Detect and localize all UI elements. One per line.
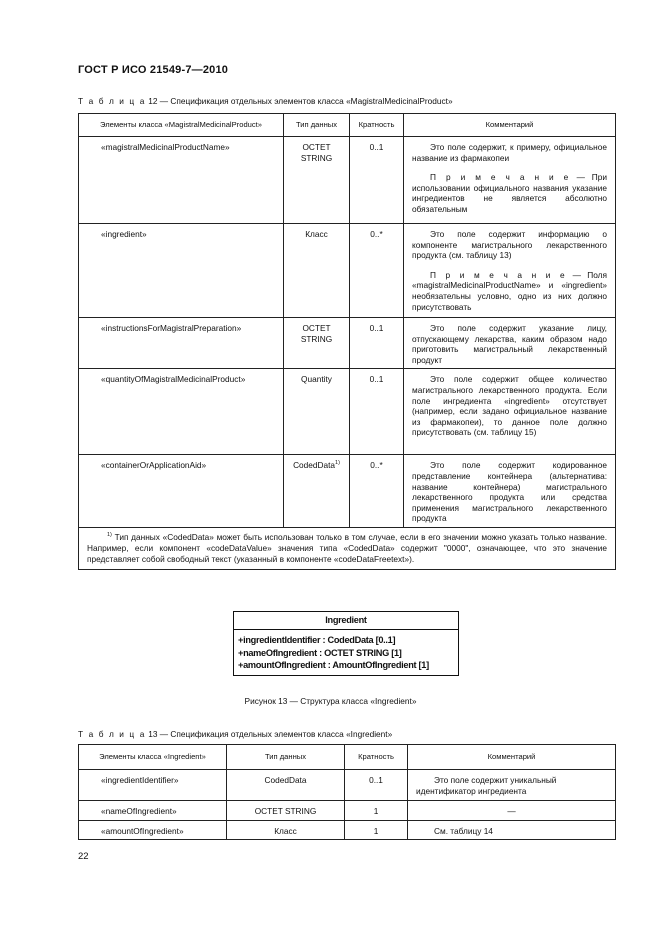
table-12 — [78, 113, 616, 570]
table-row — [79, 770, 616, 801]
table-13-col-comment: Комментарий — [408, 745, 616, 770]
uml-class-ingredient — [233, 611, 459, 676]
element-name: «containerOrApplicationAid» — [79, 455, 284, 528]
table-12-caption-text: 12 — Спецификация отдельных элементов класса «MagistralMedicinalProduct» — [148, 96, 453, 106]
element-name: «nameOfIngredient» — [79, 801, 227, 821]
multiplicity: 0..* — [350, 455, 404, 528]
comment-text: Это поле содержит уникальный идентификатор ингредиента — [416, 775, 557, 796]
uml-attribute: +ingredientIdentifier : CodedData [0..1] — [238, 635, 396, 645]
uml-attribute: +amountOfIngredient : AmountOfIngredient [1] — [238, 660, 429, 670]
data-type-text: CodedData — [293, 460, 336, 471]
comment-text: Это поле содержит, к примеру, официальное название из фармакопеи — [412, 142, 607, 163]
figure-13-caption: Рисунок 13 — Структура класса «Ingredient» — [244, 696, 417, 706]
comment-text: Это поле содержит информацию о компоненте магистрального лекарственного продукта (см. таблицу 13) — [412, 229, 607, 261]
table-12-col-comment: Комментарий — [404, 114, 616, 137]
table-12-col-element: Элементы класса «MagistralMedicinalProduct» — [79, 114, 284, 137]
comment — [404, 369, 616, 455]
table-row — [79, 369, 616, 455]
data-type: OCTET STRING — [227, 801, 345, 821]
note-text: — При использовании официального названия указание ингредиентов не является абсолютно обязательным — [412, 172, 607, 214]
table-12-caption — [78, 96, 453, 106]
comment — [404, 224, 616, 318]
data-type: CodedData — [227, 770, 345, 801]
table-12-footnote-row — [79, 528, 616, 570]
multiplicity: 0..* — [350, 224, 404, 318]
table-13-col-mult: Кратность — [345, 745, 408, 770]
comment-text: См. таблицу 14 — [434, 825, 493, 836]
table-13-col-type: Тип данных — [227, 745, 345, 770]
document-header: ГОСТ Р ИСО 21549-7—2010 — [78, 64, 229, 76]
table-row — [79, 455, 616, 528]
multiplicity: 1 — [345, 820, 408, 840]
table-13-header-row — [79, 745, 616, 770]
table-row — [79, 137, 616, 224]
table-12-col-type: Тип данных — [284, 114, 350, 137]
table-12-caption-label: Т а б л и ц а — [78, 96, 146, 106]
comment-text: Это поле содержит указание лицу, отпускающему лекарства, каким образом надо приготовить магистральный лекарственный продукт — [412, 323, 607, 365]
multiplicity: 0..1 — [350, 137, 404, 224]
uml-class-title: Ingredient — [234, 612, 458, 630]
comment-note — [412, 270, 607, 312]
table-row — [79, 820, 616, 840]
comment — [408, 820, 616, 840]
element-name: «quantityOfMagistralMedicinalProduct» — [79, 369, 284, 455]
comment — [408, 770, 616, 801]
footnote-body: Тип данных «CodedData» может быть использован только в том случае, если в его значении можно указать только название. Например, если компонент «codeDataValue» значения типа «CodedData» содержит "0000", означающее, что это значение представляет собой свободный текст (указанный в компоненте «codeDataFreetext»). — [87, 532, 607, 564]
table-12-header-row — [79, 114, 616, 137]
table-row — [79, 801, 616, 821]
uml-attribute: +nameOfIngredient : OCTET STRING [1] — [238, 647, 402, 658]
data-type — [284, 455, 350, 528]
table-row — [79, 224, 616, 318]
multiplicity: 0..1 — [350, 318, 404, 369]
multiplicity: 0..1 — [350, 369, 404, 455]
table-13-caption-label: Т а б л и ц а — [78, 729, 146, 739]
data-type-line: OCTET — [302, 142, 331, 152]
data-type — [284, 137, 350, 224]
data-type-line: STRING — [300, 152, 333, 163]
comment: — — [408, 801, 616, 821]
comment — [404, 137, 616, 224]
table-13-col-element: Элементы класса «Ingredient» — [79, 745, 227, 770]
element-name: «ingredient» — [79, 224, 284, 318]
data-type-line: STRING — [300, 333, 333, 344]
comment-text: Это поле содержит общее количество магистрального лекарственного продукта. Если поле ингредиента «ingredient» отсутствует (например, если задано официальное название из фармакопеи), то данное поле должно присутствовать (см. таблицу 15) — [412, 374, 607, 438]
table-13-caption — [78, 729, 392, 739]
table-13-caption-text: 13 — Спецификация отдельных элементов класса «Ingredient» — [148, 729, 393, 739]
element-name: «instructionsForMagistralPreparation» — [79, 318, 284, 369]
comment — [404, 318, 616, 369]
data-type: Класс — [227, 820, 345, 840]
footnote-mark: 1) — [107, 532, 112, 539]
note-label: П р и м е ч а н и е — [430, 172, 570, 183]
table-12-col-mult: Кратность — [350, 114, 404, 137]
table-13 — [78, 744, 616, 840]
element-name: «magistralMedicinalProductName» — [79, 137, 284, 224]
comment — [404, 455, 616, 528]
data-type: Quantity — [284, 369, 350, 455]
element-name: «ingredientIdentifier» — [79, 770, 227, 801]
uml-attributes — [234, 630, 458, 672]
comment-text: Это поле содержит кодированное представление контейнера (альтернатива: название контейнера) магистрального лекарственного продукта или средства применения магистрального лекарственного продукта — [412, 460, 607, 524]
note-text: — Поля «magistralMedicinalProductName» и «ingredient» необязательны условно, одно из них должно присутствовать — [412, 269, 607, 312]
footnote-ref: 1) — [335, 460, 340, 467]
data-type — [284, 318, 350, 369]
multiplicity: 1 — [345, 801, 408, 821]
page-number: 22 — [78, 851, 89, 862]
multiplicity: 0..1 — [345, 770, 408, 801]
note-label: П р и м е ч а н и е — [430, 269, 567, 280]
table-row — [79, 318, 616, 369]
comment-note — [412, 172, 607, 214]
data-type-line: OCTET — [302, 323, 331, 333]
element-name: «amountOfIngredient» — [79, 820, 227, 840]
data-type: Класс — [284, 224, 350, 318]
footnote-text — [87, 532, 607, 564]
table-12-footnote — [79, 528, 616, 570]
